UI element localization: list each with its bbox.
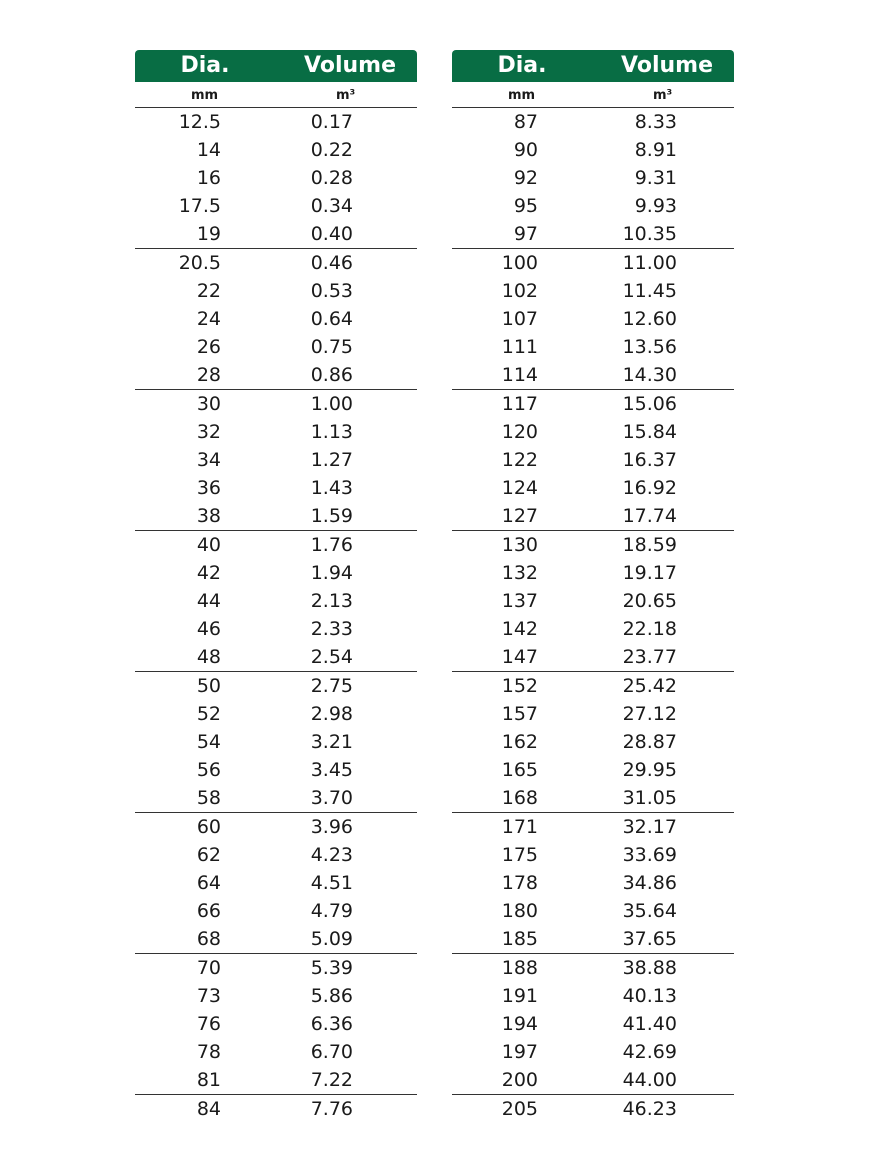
- table-row: [452, 446, 734, 474]
- dia-cell: 194: [501, 1013, 538, 1035]
- volume-cell: 3.70: [310, 787, 353, 809]
- dia-cell: 38: [196, 505, 221, 527]
- table-row: [452, 925, 734, 953]
- dia-cell: 137: [501, 590, 538, 612]
- dia-cell: 73: [196, 985, 221, 1007]
- volume-cell: 7.22: [310, 1069, 353, 1091]
- dia-cell: 127: [501, 505, 538, 527]
- dia-cell: 40: [196, 534, 221, 556]
- volume-cell: 11.00: [622, 252, 677, 274]
- table-row: [452, 502, 734, 530]
- dia-cell: 97: [513, 223, 538, 245]
- table-row: [135, 1066, 417, 1094]
- dia-cell: 124: [501, 477, 538, 499]
- volume-cell: 41.40: [622, 1013, 677, 1035]
- dia-cell: 162: [501, 731, 538, 753]
- table-body: [135, 108, 417, 1123]
- table-row: [135, 390, 417, 418]
- table-row: [135, 1010, 417, 1038]
- table-row: [452, 643, 734, 671]
- volume-cell: 4.51: [310, 872, 353, 894]
- volume-cell: 32.17: [622, 816, 677, 838]
- dia-cell: 24: [196, 308, 221, 330]
- volume-cell: 5.09: [310, 928, 353, 950]
- volume-cell: 1.76: [310, 534, 353, 556]
- table-row: [452, 474, 734, 502]
- dia-cell: 107: [501, 308, 538, 330]
- row-group: [135, 249, 417, 390]
- volume-cell: 0.86: [310, 364, 353, 386]
- table-row: [452, 418, 734, 446]
- table-row: [135, 813, 417, 841]
- dia-cell: 19: [196, 223, 221, 245]
- volume-cell: 9.93: [634, 195, 677, 217]
- volume-cell: 11.45: [622, 280, 677, 302]
- volume-cell: 16.37: [622, 449, 677, 471]
- volume-cell: 10.35: [622, 223, 677, 245]
- table-row: [452, 813, 734, 841]
- table-row: [135, 333, 417, 361]
- volume-cell: 0.17: [310, 111, 353, 133]
- volume-cell: 7.76: [310, 1098, 353, 1120]
- table-row: [135, 897, 417, 925]
- table-row: [135, 418, 417, 446]
- table-row: [135, 925, 417, 953]
- table-body: [452, 108, 734, 1123]
- dia-cell: 62: [196, 844, 221, 866]
- table-row: [135, 361, 417, 389]
- volume-cell: 4.23: [310, 844, 353, 866]
- dia-cell: 122: [501, 449, 538, 471]
- table-row: [135, 587, 417, 615]
- volume-cell: 34.86: [622, 872, 677, 894]
- table-row: [452, 587, 734, 615]
- dia-cell: 52: [196, 703, 221, 725]
- volume-cell: 18.59: [622, 534, 677, 556]
- dia-cell: 175: [501, 844, 538, 866]
- volume-cell: 0.53: [310, 280, 353, 302]
- volume-cell: 6.70: [310, 1041, 353, 1063]
- table-row: [452, 220, 734, 248]
- table-row: [135, 559, 417, 587]
- dia-cell: 178: [501, 872, 538, 894]
- table-row: [452, 982, 734, 1010]
- table-row: [452, 108, 734, 136]
- row-group: [135, 954, 417, 1095]
- table-row: [135, 164, 417, 192]
- dia-cell: 90: [513, 139, 538, 161]
- dia-cell: 60: [196, 816, 221, 838]
- dia-cell: 46: [196, 618, 221, 640]
- volume-cell: 37.65: [622, 928, 677, 950]
- table-row: [452, 954, 734, 982]
- table-row: [135, 531, 417, 559]
- volume-cell: 14.30: [622, 364, 677, 386]
- units-row: [452, 82, 734, 108]
- volume-cell: 9.31: [634, 167, 677, 189]
- volume-cell: 35.64: [622, 900, 677, 922]
- dia-cell: 50: [196, 675, 221, 697]
- volume-cell: 31.05: [622, 787, 677, 809]
- dia-cell: 64: [196, 872, 221, 894]
- table-row: [452, 615, 734, 643]
- dia-cell: 17.5: [178, 195, 221, 217]
- table-row: [135, 1095, 417, 1123]
- volume-cell: 19.17: [622, 562, 677, 584]
- dia-cell: 58: [196, 787, 221, 809]
- table-row: [135, 136, 417, 164]
- table-header: [135, 50, 417, 82]
- dia-cell: 32: [196, 421, 221, 443]
- volume-cell: 2.75: [310, 675, 353, 697]
- volume-cell: 2.54: [310, 646, 353, 668]
- table-row: [135, 784, 417, 812]
- volume-cell: 13.56: [622, 336, 677, 358]
- dia-cell: 16: [196, 167, 221, 189]
- dia-cell: 87: [513, 111, 538, 133]
- table-row: [135, 108, 417, 136]
- table-row: [452, 1010, 734, 1038]
- right-volume-table: [452, 50, 734, 1123]
- dia-cell: 95: [513, 195, 538, 217]
- volume-cell: 15.06: [622, 393, 677, 415]
- table-row: [452, 305, 734, 333]
- volume-cell: 2.33: [310, 618, 353, 640]
- dia-cell: 76: [196, 1013, 221, 1035]
- table-row: [452, 728, 734, 756]
- row-group: [452, 390, 734, 531]
- dia-cell: 100: [501, 252, 538, 274]
- volume-cell: 0.40: [310, 223, 353, 245]
- dia-cell: 34: [196, 449, 221, 471]
- table-row: [135, 756, 417, 784]
- table-row: [452, 164, 734, 192]
- volume-cell: 42.69: [622, 1041, 677, 1063]
- row-group: [135, 1095, 417, 1123]
- volume-cell: 1.27: [310, 449, 353, 471]
- dia-column-header: Dia.: [497, 53, 547, 78]
- volume-unit: m³: [336, 88, 356, 103]
- volume-cell: 0.75: [310, 336, 353, 358]
- volume-cell: 2.13: [310, 590, 353, 612]
- dia-cell: 200: [501, 1069, 538, 1091]
- volume-cell: 1.13: [310, 421, 353, 443]
- table-header: [452, 50, 734, 82]
- volume-cell: 0.22: [310, 139, 353, 161]
- table-row: [135, 954, 417, 982]
- dia-cell: 114: [501, 364, 538, 386]
- table-row: [135, 277, 417, 305]
- dia-cell: 117: [501, 393, 538, 415]
- table-row: [135, 700, 417, 728]
- dia-cell: 30: [196, 393, 221, 415]
- volume-cell: 25.42: [622, 675, 677, 697]
- table-row: [452, 869, 734, 897]
- dia-cell: 12.5: [178, 111, 221, 133]
- row-group: [452, 813, 734, 954]
- dia-cell: 130: [501, 534, 538, 556]
- volume-cell: 3.21: [310, 731, 353, 753]
- volume-cell: 0.64: [310, 308, 353, 330]
- row-group: [452, 672, 734, 813]
- dia-cell: 147: [501, 646, 538, 668]
- dia-cell: 44: [196, 590, 221, 612]
- volume-cell: 38.88: [622, 957, 677, 979]
- dia-cell: 84: [196, 1098, 221, 1120]
- dia-unit: mm: [508, 88, 536, 103]
- dia-cell: 56: [196, 759, 221, 781]
- volume-cell: 2.98: [310, 703, 353, 725]
- table-row: [452, 1095, 734, 1123]
- dia-cell: 165: [501, 759, 538, 781]
- dia-cell: 81: [196, 1069, 221, 1091]
- volume-cell: 16.92: [622, 477, 677, 499]
- volume-cell: 6.36: [310, 1013, 353, 1035]
- table-row: [452, 756, 734, 784]
- dia-cell: 68: [196, 928, 221, 950]
- table-row: [135, 446, 417, 474]
- row-group: [452, 249, 734, 390]
- volume-cell: 28.87: [622, 731, 677, 753]
- dia-cell: 22: [196, 280, 221, 302]
- volume-cell: 0.46: [310, 252, 353, 274]
- table-row: [452, 1038, 734, 1066]
- volume-unit: m³: [653, 88, 673, 103]
- volume-column-header: Volume: [304, 53, 396, 78]
- dia-cell: 185: [501, 928, 538, 950]
- volume-cell: 23.77: [622, 646, 677, 668]
- table-row: [135, 672, 417, 700]
- units-row: [135, 82, 417, 108]
- dia-cell: 142: [501, 618, 538, 640]
- row-group: [135, 390, 417, 531]
- table-row: [452, 277, 734, 305]
- dia-cell: 66: [196, 900, 221, 922]
- volume-cell: 8.91: [634, 139, 677, 161]
- table-row: [135, 192, 417, 220]
- table-row: [135, 474, 417, 502]
- table-row: [452, 559, 734, 587]
- volume-cell: 40.13: [622, 985, 677, 1007]
- volume-cell: 5.39: [310, 957, 353, 979]
- row-group: [452, 954, 734, 1095]
- volume-cell: 3.96: [310, 816, 353, 838]
- row-group: [135, 531, 417, 672]
- table-row: [452, 531, 734, 559]
- table-row: [452, 672, 734, 700]
- dia-column-header: Dia.: [180, 53, 230, 78]
- volume-cell: 12.60: [622, 308, 677, 330]
- row-group: [135, 108, 417, 249]
- volume-cell: 1.00: [310, 393, 353, 415]
- dia-cell: 197: [501, 1041, 538, 1063]
- table-row: [452, 841, 734, 869]
- table-row: [452, 192, 734, 220]
- table-row: [452, 390, 734, 418]
- table-row: [452, 700, 734, 728]
- volume-column-header: Volume: [621, 53, 713, 78]
- dia-cell: 168: [501, 787, 538, 809]
- table-row: [135, 1038, 417, 1066]
- row-group: [135, 813, 417, 954]
- dia-cell: 14: [196, 139, 221, 161]
- volume-cell: 27.12: [622, 703, 677, 725]
- dia-cell: 48: [196, 646, 221, 668]
- dia-cell: 205: [501, 1098, 538, 1120]
- dia-cell: 26: [196, 336, 221, 358]
- dia-unit: mm: [191, 88, 219, 103]
- row-group: [452, 531, 734, 672]
- volume-cell: 46.23: [622, 1098, 677, 1120]
- left-volume-table: [135, 50, 417, 1123]
- dia-cell: 28: [196, 364, 221, 386]
- dia-cell: 111: [501, 336, 538, 358]
- volume-cell: 0.34: [310, 195, 353, 217]
- row-group: [452, 1095, 734, 1123]
- dia-cell: 180: [501, 900, 538, 922]
- volume-cell: 29.95: [622, 759, 677, 781]
- dia-cell: 78: [196, 1041, 221, 1063]
- dia-cell: 92: [513, 167, 538, 189]
- dia-cell: 120: [501, 421, 538, 443]
- table-row: [135, 305, 417, 333]
- volume-cell: 33.69: [622, 844, 677, 866]
- table-row: [452, 333, 734, 361]
- volume-cell: 0.28: [310, 167, 353, 189]
- volume-cell: 15.84: [622, 421, 677, 443]
- table-row: [452, 249, 734, 277]
- table-row: [135, 982, 417, 1010]
- table-row: [135, 615, 417, 643]
- table-row: [135, 249, 417, 277]
- dia-cell: 54: [196, 731, 221, 753]
- volume-cell: 4.79: [310, 900, 353, 922]
- volume-cell: 1.43: [310, 477, 353, 499]
- dia-cell: 102: [501, 280, 538, 302]
- volume-cell: 1.94: [310, 562, 353, 584]
- volume-cell: 17.74: [622, 505, 677, 527]
- dia-cell: 132: [501, 562, 538, 584]
- table-row: [452, 136, 734, 164]
- table-row: [135, 869, 417, 897]
- table-row: [135, 643, 417, 671]
- dia-cell: 152: [501, 675, 538, 697]
- dia-cell: 157: [501, 703, 538, 725]
- row-group: [452, 108, 734, 249]
- volume-cell: 20.65: [622, 590, 677, 612]
- table-row: [452, 1066, 734, 1094]
- row-group: [135, 672, 417, 813]
- dia-cell: 36: [196, 477, 221, 499]
- volume-cell: 8.33: [634, 111, 677, 133]
- volume-cell: 1.59: [310, 505, 353, 527]
- table-row: [135, 841, 417, 869]
- dia-cell: 42: [196, 562, 221, 584]
- dia-cell: 191: [501, 985, 538, 1007]
- table-row: [452, 361, 734, 389]
- volume-cell: 5.86: [310, 985, 353, 1007]
- volume-cell: 22.18: [622, 618, 677, 640]
- table-row: [452, 784, 734, 812]
- table-row: [452, 897, 734, 925]
- dia-cell: 70: [196, 957, 221, 979]
- table-row: [135, 220, 417, 248]
- table-row: [135, 728, 417, 756]
- dia-cell: 188: [501, 957, 538, 979]
- dia-cell: 171: [501, 816, 538, 838]
- volume-cell: 44.00: [622, 1069, 677, 1091]
- dia-cell: 20.5: [178, 252, 221, 274]
- volume-cell: 3.45: [310, 759, 353, 781]
- table-row: [135, 502, 417, 530]
